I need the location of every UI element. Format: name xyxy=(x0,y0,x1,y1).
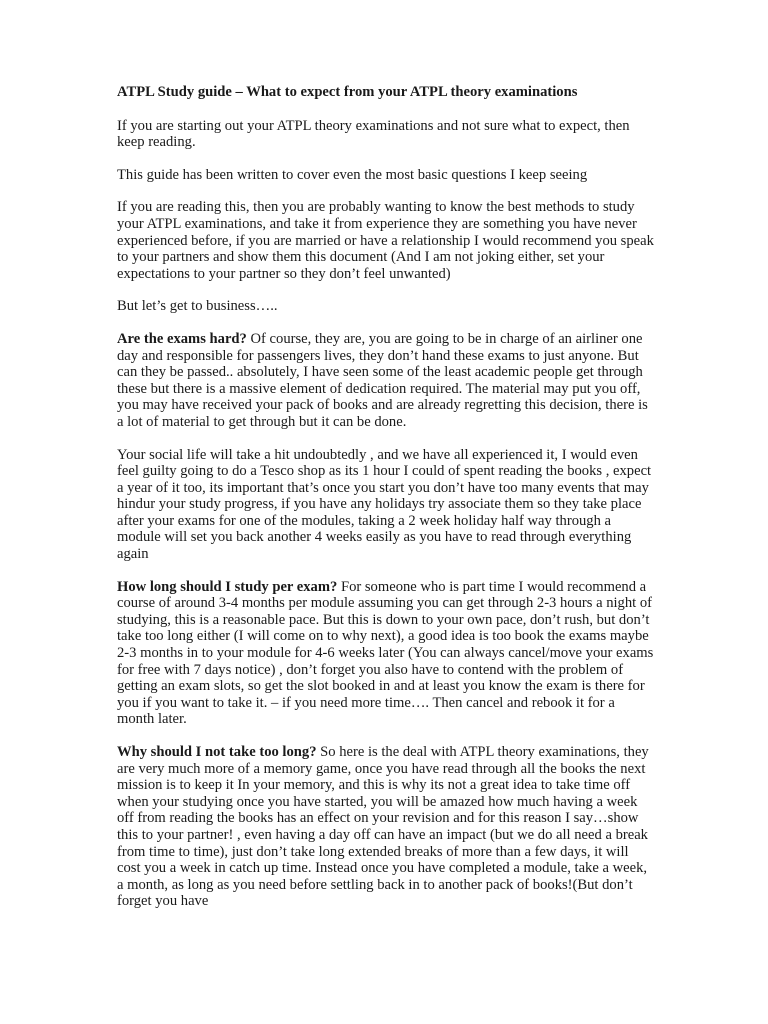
paragraph-text: If you are starting out your ATPL theory examinations and not sure what to expect, then keep reading. xyxy=(117,117,630,151)
paragraph-text: Of course, they are, you are going to be in charge of an airliner one day and responsible for passengers lives, they don’t hand these exams to just anyone. But can they be passed.. absolutely, I have seen some of the least academic people get through these but there is a massive element of dedication required. The material may put you off, you may have received your pack of books and are already regretting this decision, there is a lot of material to get through but it can be done. xyxy=(117,330,648,430)
paragraph-text: So here is the deal with ATPL theory examinations, they are very much more of a memory game, once you have read through all the books the next mission is to keep it In your memory, and this is why its not a great idea to take time off when your studying once you have started, you will be amazed how much having a week off from reading the books has an effect on your revision and for this reason I say…show this to your partner! , even having a day off can have an impact (but we do all need a break from time to time), just don’t take long extended breaks of more than a few days, it will cost you a week in catch up time. Instead once you have completed a module, take a week, a month, as long as you need before settling back in to another pack of books!(But don’t forget you have xyxy=(117,744,649,910)
paragraph-exams-hard xyxy=(117,331,654,431)
paragraph-intro xyxy=(117,118,654,151)
paragraph-not-too-long xyxy=(117,744,654,910)
paragraph-study-length xyxy=(117,579,654,728)
paragraph-text: Your social life will take a hit undoubtedly , and we have all experienced it, I would even feel guilty going to do a Tesco shop as its 1 hour I could of spent reading the books , expect a year of it too, its important that’s once you start you don’t have too many events that may hindur your study progress, if you have any holidays try associate them so they take place after your exams for one of the modules, taking a 2 week holiday half way through a module will set you back another 4 weeks easily as you have to read through everything again xyxy=(117,446,652,563)
paragraph-text: For someone who is part time I would recommend a course of around 3-4 months per module assuming you can get through 2-3 hours a night of studying, this is a reasonable pace. But this is down to your own pace, don’t rush, but don’t take too long either (I will come on to why next), a good idea is too book the exams maybe 2-3 months in to your module for 4-6 weeks later (You can always cancel/move your exams for free with 7 days notice) , don’t forget you also have to contend with the problem of getting an exam slots, so get the slot booked in and at least you know the exam is there for you if you want to take it. – if you need more time…. Then cancel and rebook it for a month later. xyxy=(117,578,654,728)
section-heading: How long should I study per exam? xyxy=(117,578,338,595)
paragraph-business xyxy=(117,298,654,315)
paragraph-scope xyxy=(117,167,654,184)
document-body xyxy=(117,84,654,926)
section-heading: Are the exams hard? xyxy=(117,330,247,347)
paragraph-social-life xyxy=(117,447,654,563)
section-heading: Why should I not take too long? xyxy=(117,744,317,760)
paragraph-text: But let’s get to business….. xyxy=(117,298,278,315)
paragraph-partners xyxy=(117,199,654,282)
paragraph-text: This guide has been written to cover even the most basic questions I keep seeing xyxy=(117,166,588,183)
document-title: ATPL Study guide – What to expect from your ATPL theory examinations xyxy=(117,84,578,100)
paragraph-text: If you are reading this, then you are probably wanting to know the best methods to study your ATPL examinations, and take it from experience they are something you have never experienced before, if you are married or have a relationship I would recommend you speak to your partners and show them this document (And I am not joking either, set your expectations to your partner so they don’t feel unwanted) xyxy=(117,199,654,282)
